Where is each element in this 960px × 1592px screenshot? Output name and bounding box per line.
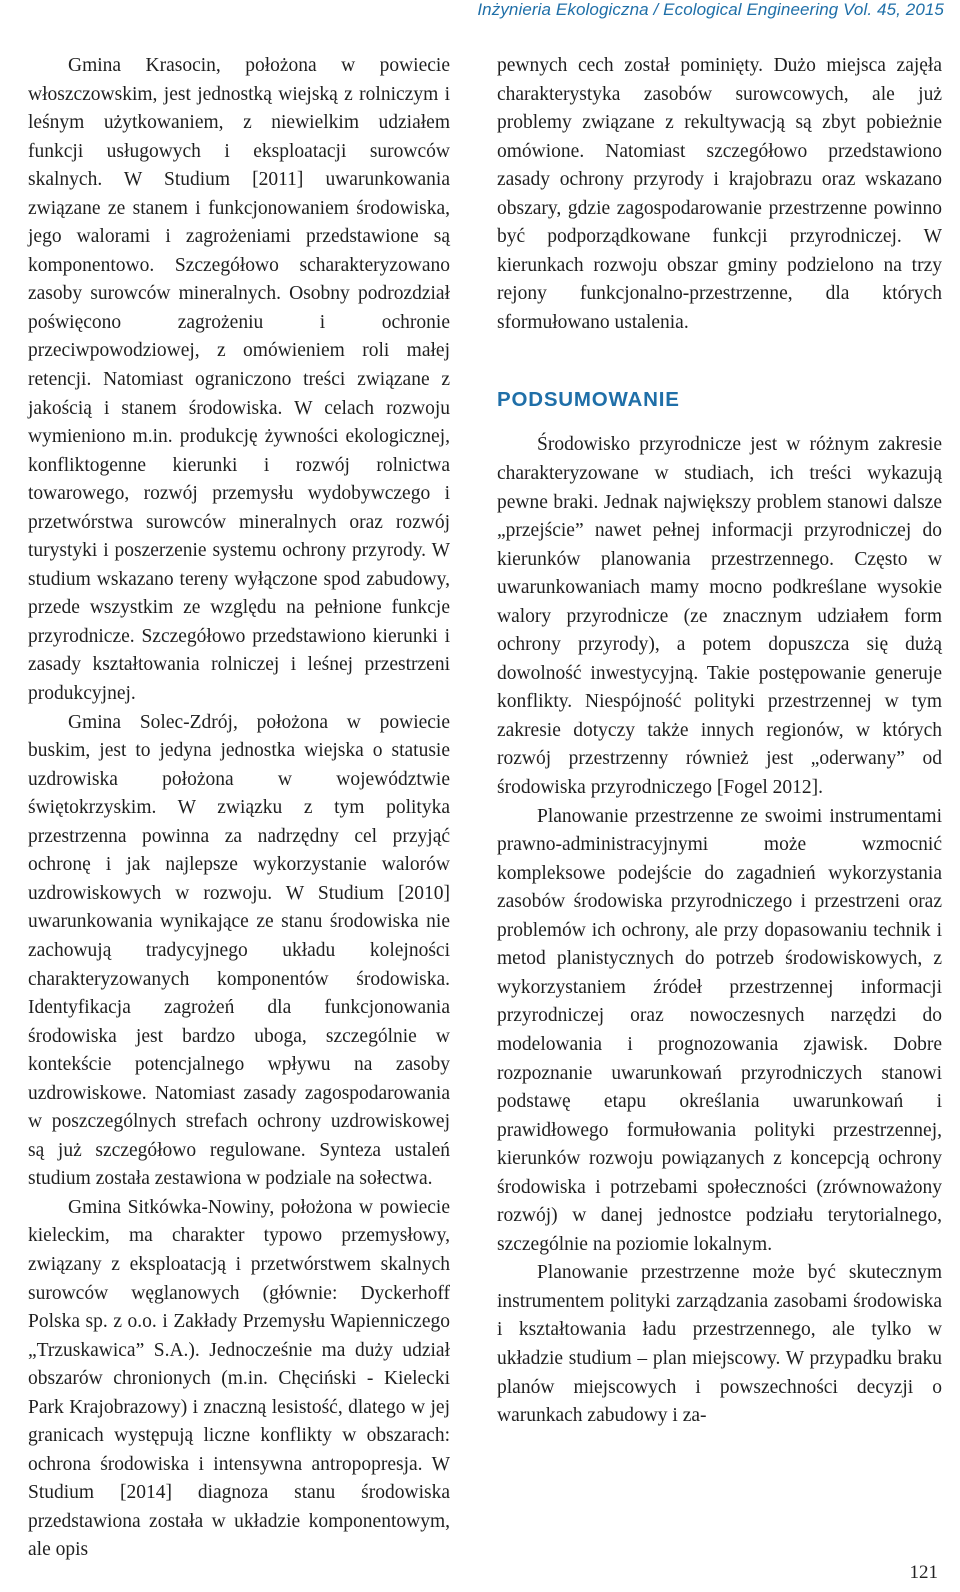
paragraph-summary-2: Planowanie przestrzenne ze swoimi instrumentami prawno-administracyjnymi może wzmocnić kompleksowe podejście do zagadnień wykorzystania zasobów środowiska przyrodniczego i przestrzeni oraz problemów ich ochrony, ale przy dopasowaniu technik i metod planistycznych do potrzeb środowiskowych, z wykorzystaniem źródeł przestrzennej informacji przyrodniczej oraz nowoczesnych narzędzi do modelowania i prognozowania zjawisk. Dobre rozpoznanie uwarunkowań przyrodniczych stanowi podstawę etapu określania uwarunkowań i prawidłowego formułowania polityki przestrzennej, kierunków rozwoju powiązanych z koncepcją ochrony środowiska i potrzebami społeczności (zrównoważony rozwój) w danej jednostce podziału terytorialnego, szczególnie na poziomie lokalnym. [497,805,942,1255]
paragraph-sitkowka-nowiny: Gmina Sitkówka-Nowiny, położona w powiecie kieleckim, ma charakter typowo przemysłowy, związany z eksploatacją i przetwórstwem skalnych surowców węglanowych (głównie: Dyckerhoff Polska sp. z o.o. i Zakłady Przemysłu Wapienniczego „Trzuskawica” S.A.). Jednocześnie ma duży udział obszarów chronionych (m.in. Chęciński - Kielecki Park Krajobrazowy) i znaczną lesistość, dlatego w jej granicach występują liczne konflikty w obszarach: ochrona środowiska i intensywna antropopresja. W Studium [2014] diagnoza stanu środowiska przedstawiona została w układzie komponentowym, ale opis [28,1196,450,1561]
right-column [497,52,942,1431]
paragraph-summary-3: Planowanie przestrzenne może być skutecznym instrumentem polityki zarządzania zasobami środowiska i kształtowania ładu przestrzennego, ale tylko w układzie studium – plan miejscowy. W przypadku braku planów miejscowych i powszechności decyzji o warunkach zabudowy i za- [497,1262,942,1427]
paragraph-summary-1: Środowisko przyrodnicze jest w różnym zakresie charakteryzowane w studiach, ich treści wykazują pewne braki. Jednak największy problem stanowi dalsze „przejście” nawet pełnej informacji przyrodniczej do kierunków planowania przestrzennego. Często w uwarunkowaniach mamy mocno podkreślane wysokie walory przyrodnicze (ze znacznym udziałem form ochrony przyrody), a potem dopuszcza się dużą dowolność inwestycyjną. Takie postępowanie generuje konflikty. Niespójność polityki przestrzennej w tym zakresie dotyczy także innych regionów, w których rozwój przestrzenny również jest „oderwany” od środowiska przyrodniczego [Fogel 2012]. [497,434,942,799]
running-header: Inżynieria Ekologiczna / Ecological Engineering Vol. 45, 2015 [477,0,944,19]
page-number: 121 [909,1562,938,1583]
left-column [28,52,450,1565]
paragraph-continuation: pewnych cech został pominięty. Dużo miejsca zajęła charakterystyka zasobów surowcowych, ale już problemy związane z rekultywacją są zbyt pobieżnie omówione. Natomiast szczegółowo przedstawiono zasady ochrony przyrody i krajobrazu oraz wskazano obszary, gdzie zagospodarowanie przestrzenne powinno być podporządkowane funkcji przyrodniczej. W kierunkach rozwoju obszar gminy podzielono na trzy rejony funkcjonalno-przestrzenne, dla których sformułowano ustalenia. [497,55,942,333]
section-heading-summary: PODSUMOWANIE [497,388,680,412]
paragraph-krasocin: Gmina Krasocin, położona w powiecie włoszczowskim, jest jednostką wiejską z rolniczym i leśnym użytkowaniem, z niewielkim udziałem funkcji usługowych i eksploatacji surowców skalnych. W Studium [2011] uwarunkowania związane ze stanem i funkcjonowaniem środowiska, jego walorami i zagrożeniami przedstawione są komponentowo. Szczegółowo scharakteryzowano zasoby surowców mineralnych. Osobny podrozdział poświęcono zagrożeniu i ochronie przeciwpowodziowej, z omówieniem roli małej retencji. Natomiast ograniczono treści związane z jakością i stanem środowiska. W celach rozwoju wymieniono m.in. produkcję żywności ekologicznej, konfliktogenne kierunki i rozwój rolnictwa towarowego, rozwój przemysłu wydobywczego i przetwórstwa surowców mineralnych oraz rozwój turystyki i poszerzenie systemu ochrony przyrody. W studium wskazano tereny wyłączone spod zabudowy, przede wszystkim ze względu na pełnione funkcje przyrodnicze. Szczegółowo przedstawiono kierunki i zasady kształtowania rolniczej i leśnej przestrzeni produkcyjnej. [28,55,450,705]
paragraph-solec-zdroj: Gmina Solec-Zdrój, położona w powiecie buskim, jest to jedyna jednostka wiejska o statusie uzdrowiska położona w województwie świętokrzyskim. W związku z tym polityka przestrzenna powinna za nadrzędny cel przyjąć ochronę i jak najlepsze wykorzystanie walorów uzdrowiskowych w rozwoju. W Studium [2010] uwarunkowania wynikające ze stanu środowiska nie zachowują tradycyjnego układu kolejności charakteryzowanych komponentów środowiska. Identyfikacja zagrożeń dla funkcjonowania środowiska jest bardzo uboga, szczególnie w kontekście potencjalnego wpływu na zasoby uzdrowiskowe. Natomiast zasady zagospodarowania w poszczególnych strefach ochrony uzdrowiskowej są już szczegółowo regulowane. Synteza ustaleń studium została zestawiona w podziale na sołectwa. [28,711,450,1190]
